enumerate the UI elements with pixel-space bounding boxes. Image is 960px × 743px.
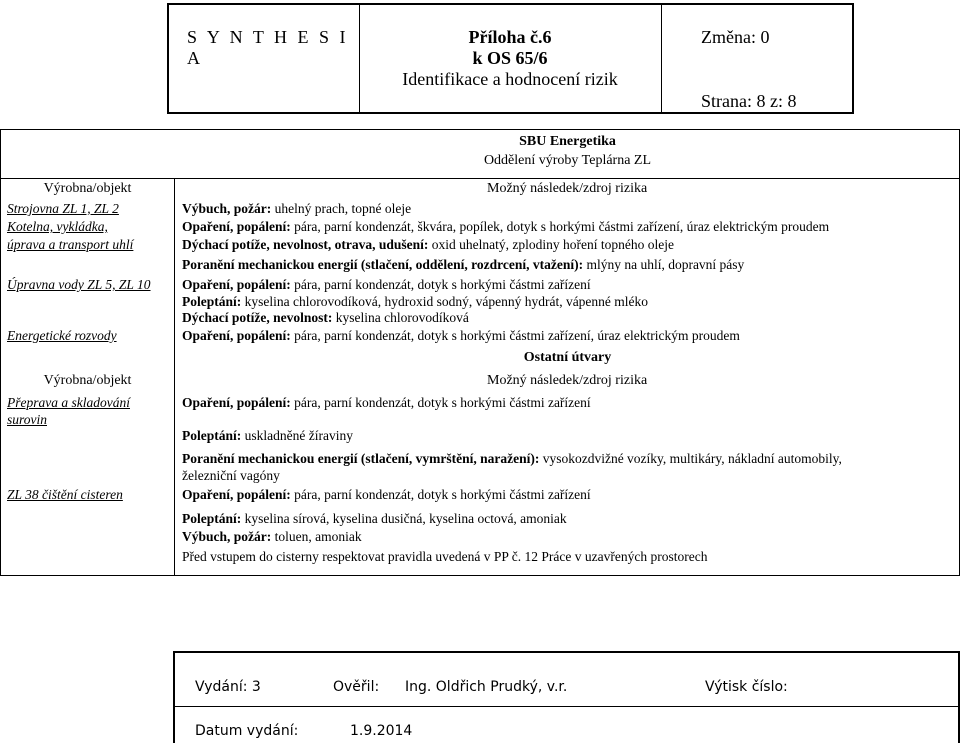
risk-line: Opaření, popálení: pára, parní kondenzát, škvára, popílek, dotyk s horkými částmi zařízení, úraz elektrickým proudem [182, 219, 830, 234]
sbu-title: SBU Energetika [519, 134, 616, 149]
risk-column-header: Možný následek/zdroj rizika [487, 373, 648, 388]
risk-line: Poleptání: kyselina chlorovodíková, hydroxid sodný, vápenný hydrát, vápenné mléko [182, 294, 649, 309]
copy-number-label: Výtisk číslo: [705, 679, 788, 695]
object-name: ZL 38 čištění cisteren [7, 487, 123, 502]
risk-line: Poleptání: kyselina sírová, kyselina dusičná, kyselina octová, amoniak [182, 511, 567, 526]
appendix-subtitle: Identifikace a hodnocení rizik [402, 69, 618, 89]
object-name: Přeprava a skladování [7, 395, 130, 410]
issue-date: 1.9.2014 [350, 723, 413, 739]
object-name: surovin [7, 412, 47, 427]
risk-line: Před vstupem do cisterny respektovat pravidla uvedená v PP č. 12 Práce v uzavřených prostorech [182, 549, 708, 564]
risk-line: Poranění mechanickou energií (stlačení, vymrštění, naražení): vysokozdvižné vozíky, multikáry, nákladní automobily, [182, 451, 842, 466]
department-title: Oddělení výroby Teplárna ZL [483, 153, 652, 168]
section-title: Ostatní útvary [523, 350, 612, 365]
risk-line: Dýchací potíže, nevolnost: kyselina chlorovodíková [182, 310, 469, 325]
risk-line: Opaření, popálení: pára, parní kondenzát, dotyk s horkými částmi zařízení [182, 277, 591, 292]
document-footer [173, 651, 960, 743]
company-name: S Y N T H E S I A [187, 27, 349, 68]
verified-label: Ověřil: [333, 679, 380, 695]
risk-line: Opaření, popálení: pára, parní kondenzát, dotyk s horkými částmi zařízení [182, 395, 591, 410]
verified-name: Ing. Oldřich Prudký, v.r. [405, 679, 568, 695]
appendix-ref: k OS 65/6 [472, 48, 548, 68]
risk-line: Výbuch, požár: uhelný prach, topné oleje [182, 201, 412, 216]
issue-number: Vydání: 3 [195, 679, 261, 695]
object-name: Kotelna, vykládka, [7, 219, 108, 234]
issue-date-label: Datum vydání: [195, 723, 299, 739]
object-column-header: Výrobna/objekt [43, 373, 132, 388]
header-company-cell [169, 5, 360, 112]
risk-line: Opaření, popálení: pára, parní kondenzát, dotyk s horkými částmi zařízení [182, 487, 591, 502]
change-number: Změna: 0 [701, 27, 770, 47]
risk-column-header: Možný následek/zdroj rizika [487, 181, 648, 196]
risk-line: Výbuch, požár: toluen, amoniak [182, 529, 362, 544]
risk-line: Opaření, popálení: pára, parní kondenzát, dotyk s horkými částmi zařízení, úraz elektrickým proudem [182, 328, 740, 343]
object-column-header: Výrobna/objekt [43, 181, 132, 196]
header-revision-cell [661, 5, 854, 112]
page-number: Strana: 8 z: 8 [701, 91, 797, 111]
risk-line: Dýchací potíže, nevolnost, otrava, udušení: oxid uhelnatý, zplodiny hoření topného oleje [182, 237, 674, 252]
object-name: Energetické rozvody [7, 328, 117, 343]
risk-line: Poleptání: uskladněné žíraviny [182, 428, 353, 443]
object-name: úprava a transport uhlí [7, 237, 134, 252]
header-title-cell [359, 5, 662, 112]
object-name: Úpravna vody ZL 5, ZL 10 [7, 277, 151, 292]
risk-line: železniční vagóny [182, 468, 280, 483]
footer-divider [175, 706, 958, 707]
risk-line: Poranění mechanickou energií (stlačení, oddělení, rozdrcení, vtažení): mlýny na uhlí, dopravní pásy [182, 257, 745, 272]
appendix-title: Příloha č.6 [468, 27, 552, 47]
risk-table [0, 129, 960, 576]
document-header [167, 3, 854, 114]
object-name: Strojovna ZL 1, ZL 2 [7, 201, 119, 216]
